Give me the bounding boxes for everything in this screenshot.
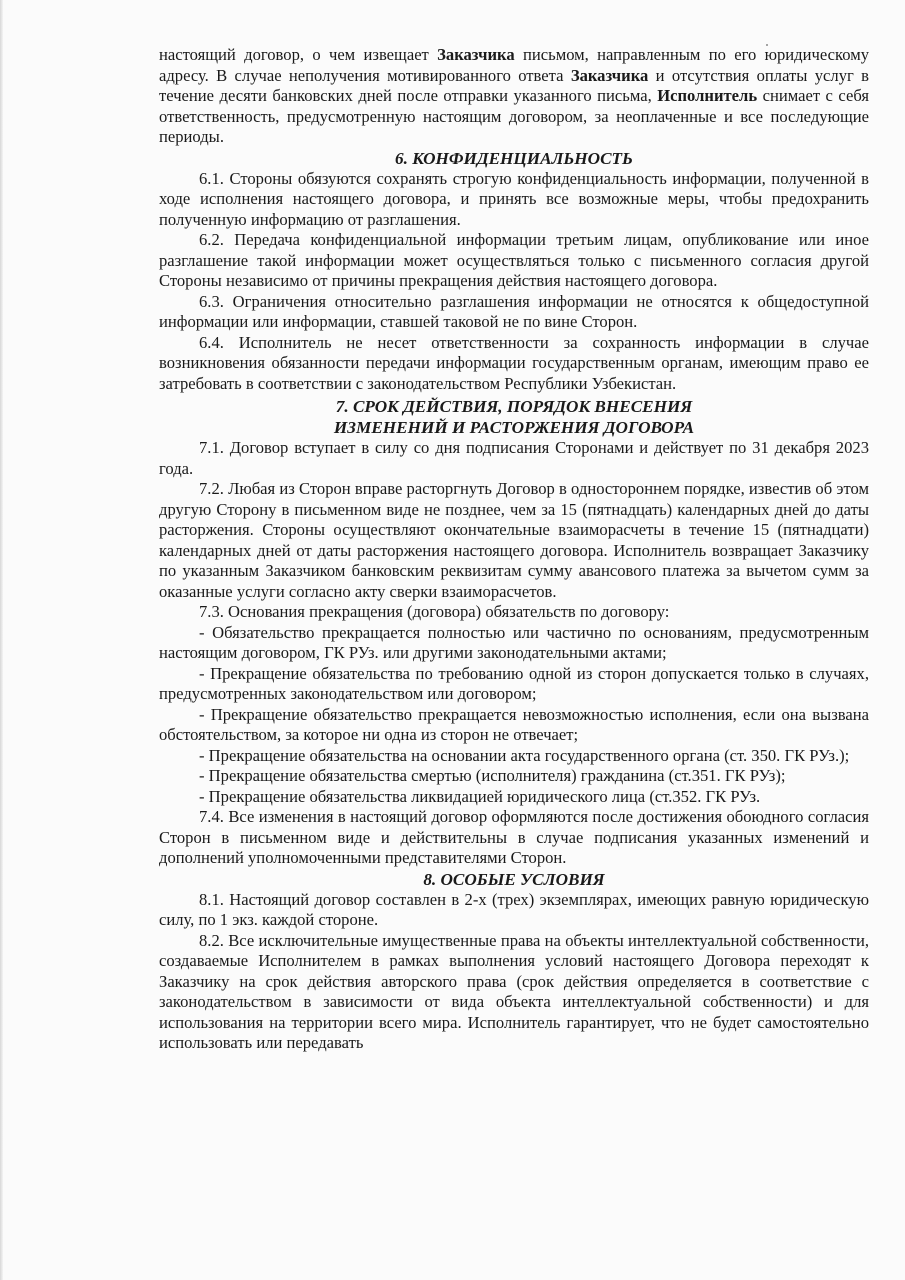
clause-8-1: 8.1. Настоящий договор составлен в 2-х (трех) экземплярах, имеющих равную юридическую силу, по 1 экз. каждой стороне. — [159, 889, 869, 929]
section-8-heading: 8. ОСОБЫЕ УСЛОВИЯ — [423, 869, 605, 889]
clause-7-2: 7.2. Любая из Сторон вправе расторгнуть Договор в одностороннем порядке, известив об этом другую Сторону в письменном виде не позднее, чем за 15 (пятнадцать) календарных дней до даты расторжения. Стороны осуществляют окончательные взаиморасчеты в течение 15 (пятнадцати) календарных дней от даты расторжения настоящего договора. Исполнитель возвращает Заказчику по указанным Заказчиком банковским реквизитам сумму авансового платежа за вычетом сумм за оказанные услуги согласно акту сверки взаиморасчетов. — [159, 479, 869, 601]
scan-edge — [0, 0, 3, 1280]
clause-6-2: 6.2. Передача конфиденциальной информации третьим лицам, опубликование или иное разглашение такой информации может осуществляться только с письменного согласия другой Стороны независимо от причины прекращения действия настоящего договора. — [159, 230, 869, 290]
clause-6-3: 6.3. Ограничения относительно разглашения информации не относятся к общедоступной информации или информации, ставшей таковой не по вине Сторон. — [159, 291, 869, 331]
section-7-heading-line-1: 7. СРОК ДЕЙСТВИЯ, ПОРЯДОК ВНЕСЕНИЯ — [335, 397, 693, 416]
intro-text-1: настоящий договор, о чем извещает — [159, 45, 438, 64]
clause-6-4: 6.4. Исполнитель не несет ответственности за сохранность информации в случае возникновения обязанности передачи информации государственным органам, имеющим право ее затребовать в соответствии с законодательством Республики Узбекистан. — [159, 332, 869, 393]
clause-7-3-item: - Прекращение обязательства смертью (исполнителя) гражданина (ст.351. ГК РУз); — [199, 766, 786, 785]
intro-text-3: и отсутствия оплаты услуг в течение десяти банковских дней после отправки указанного письма, — [159, 65, 869, 105]
clause-7-1: 7.1. Договор вступает в силу со дня подписания Сторонами и действует по 31 декабря 2023 года. — [159, 438, 869, 478]
clause-7-3-item: - Прекращение обязательства по требованию одной из сторон допускается только в случаях, предусмотренных законодательством или договором; — [159, 663, 869, 703]
clause-7-3-item: - Прекращение обязательство прекращается невозможностью исполнения, если она вызвана обстоятельством, за которое ни одна из сторон не отвечает; — [159, 704, 869, 744]
document-body — [159, 45, 869, 1054]
section-7-heading-line-2: ИЗМЕНЕНИЙ И РАСТОРЖЕНИЯ ДОГОВОРА — [333, 418, 695, 437]
intro-paragraph — [159, 45, 869, 148]
intro-text-4: снимает с себя ответственность, предусмотренную настоящим договором, за неоплаченные и все последующие периоды. — [159, 86, 869, 146]
clause-7-4: 7.4. Все изменения в настоящий договор оформляются после достижения обоюдного согласия Сторон в письменном виде и действительны в случае подписания указанных изменений и дополнений уполномоченными представителями Сторон. — [159, 807, 869, 867]
clause-6-1: 6.1. Стороны обязуются сохранять строгую конфиденциальность информации, полученной в ходе исполнения настоящего договора, и принять все возможные меры, чтобы предохранить полученную информацию от разглашения. — [159, 168, 869, 229]
clause-7-3-item: - Прекращение обязательства на основании акта государственного органа (ст. 350. ГК РУз.); — [199, 745, 850, 765]
intro-bold-1: Заказчика — [437, 45, 515, 64]
clause-7-3-item: - Обязательство прекращается полностью или частично по основаниям, предусмотренным настоящим договором, ГК РУз. или другими законодательными актами; — [159, 622, 869, 662]
intro-bold-3: Исполнитель — [657, 86, 758, 105]
section-6-heading: 6. КОНФИДЕНЦИАЛЬНОСТЬ — [395, 148, 633, 168]
intro-bold-2: Заказчика — [570, 65, 649, 85]
clause-7-3: 7.3. Основания прекращения (договора) обязательств по договору: — [199, 602, 670, 621]
intro-text-2: письмом, направленным по его юридическому адресу. В случае неполучения мотивированного ответа — [159, 45, 869, 85]
clause-8-2: 8.2. Все исключительные имущественные права на объекты интеллектуальной собственности, создаваемые Исполнителем в рамках выполнения условий настоящего Договора переходят к Заказчику на срок действия авторского права (срок действия определяется в соответствие с законодательством в зависимости от вида объекта интеллектуальной собственности) и для использования на территории всего мира. Исполнитель гарантирует, что не будет самостоятельно использовать или передавать — [159, 930, 869, 1052]
clause-7-3-item: - Прекращение обязательства ликвидацией юридического лица (ст.352. ГК РУз. — [199, 786, 761, 806]
